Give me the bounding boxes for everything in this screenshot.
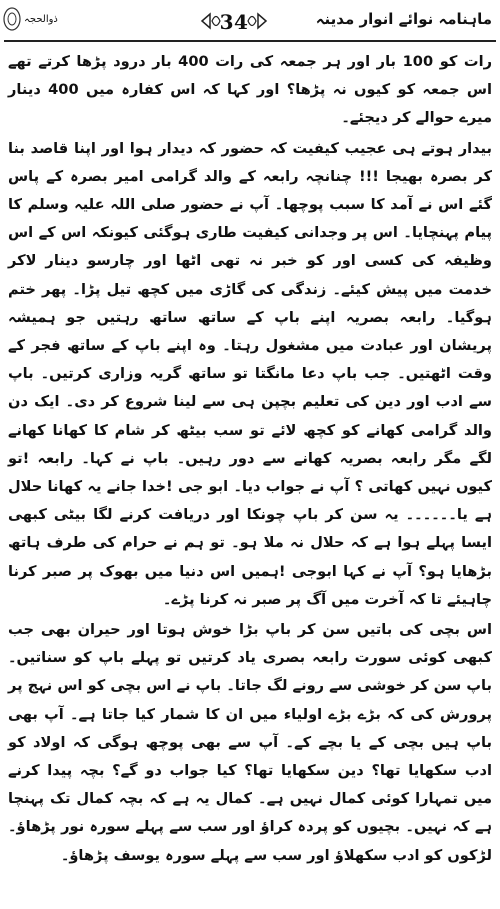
issue-month: ذوالحجہ	[24, 14, 58, 25]
page-number: 34	[219, 10, 249, 34]
header-divider	[4, 40, 496, 42]
article-body	[8, 48, 492, 870]
magazine-title: ماہنامہ نوائے انوار مدینہ	[315, 10, 492, 28]
paragraph: رات کو 100 بار اور ہر جمعہ کی رات 400 بار درود پڑھا کرتے تھے اس جمعہ کو کیوں نہ پڑھا؟ اور کہا کہ اس کفارہ میں 400 دینار میرے حوالے کر دیجئے۔	[8, 53, 492, 127]
emblem-icon	[2, 6, 22, 32]
paragraph: اس بچی کی باتیں سن کر باپ بڑا خوش ہوتا اور حیران بھی جب کبھی کوئی سورت رابعہ بصری یاد کرتیں تو پہلے باپ کو سناتیں۔ باپ سن کر خوشی سے رونے لگ جاتا۔ باپ نے اس بچی کو اس نہج پر پرورش کی کہ بڑے بڑے اولیاء میں ان کا شمار کیا جاتا ہے۔ آپ بھی باپ ہیں بچی کے یا بچے کے۔ آپ سے بھی پوچھ ہوگی کہ اولاد کو ادب سکھایا تھا؟ دین سکھایا تھا؟ کیا جواب دو گے؟ بچہ پیدا کرنے میں تمہارا کوئی کمال نہیں ہے۔ کمال یہ ہے کہ بچہ کمال تک پہنچا ہے کہ نہیں۔ بچیوں کو پردہ کراؤ اور سب سے پہلے سورہ نور پڑھاؤ۔ لڑکوں کو ادب سکھلاؤ اور سب سے پہلے سورہ یوسف پڑھاؤ۔	[8, 621, 492, 864]
paragraph: بیدار ہوتے ہی عجیب کیفیت کہ حضور کہ دیدار ہوا اور اپنا قاصد بنا کر بصرہ بھیجا !!! چنانچہ رابعہ کے والد گرامی امیر بصرہ کے پاس گئے اس نے آمد کا سبب پوچھا۔ آپ نے حضور صلی اللہ علیہ وسلم کا پیام پہنچایا۔ اس پر وجدانی کیفیت طاری ہوگئی کیونکہ اس کے اس وظیفہ کی کسی اور کو خبر نہ تھی اٹھا اور چارسو دینار لاکر خدمت میں پیش کیئے۔ زندگی کی گاڑی میں کچھ تیل پڑا۔ پھر ختم ہوگیا۔ رابعہ بصریہ اپنے باپ کے ساتھ ساتھ رہتیں جو ہمیشہ پریشان اور عبادت میں مشغول رہتا۔ وہ اپنے باپ کے ساتھ فجر کے وقت اٹھتیں۔ جب باپ دعا مانگتا تو ساتھ گریہ وزاری کرتیں۔ باپ سے ادب اور دین کی تعلیم بچپن ہی سے لینا شروع کر دی۔ ایک دن والد گرامی کھانے کو کچھ لائے تو سب بیٹھ کر شام کا کھانا کھانے لگے مگر رابعہ بصریہ کھانے سے دور رہیں۔ باپ نے کہا۔ رابعہ !تو کیوں نہیں کھاتی ؟ آپ نے جواب دیا۔ ابو جی !خدا جانے یہ کھانا حلال ہے یا۔۔۔۔۔۔ یہ سن کر باپ چونکا اور دریافت کرنے لگا بیٹی کبھی ایسا پہلے ہوا ہے کہ حلال نہ ملا ہو۔ تو ہم نے حرام کی طرف ہاتھ بڑھایا ہو؟ آپ نے کہا ابوجی !ہمیں اس دنیا میں بھوک پر صبر کرنا چاہیئے تا کہ آخرت میں آگ پر صبر نہ کرنا پڑے۔	[8, 139, 492, 608]
page-header	[0, 0, 500, 44]
page-number-ornament	[198, 6, 270, 36]
